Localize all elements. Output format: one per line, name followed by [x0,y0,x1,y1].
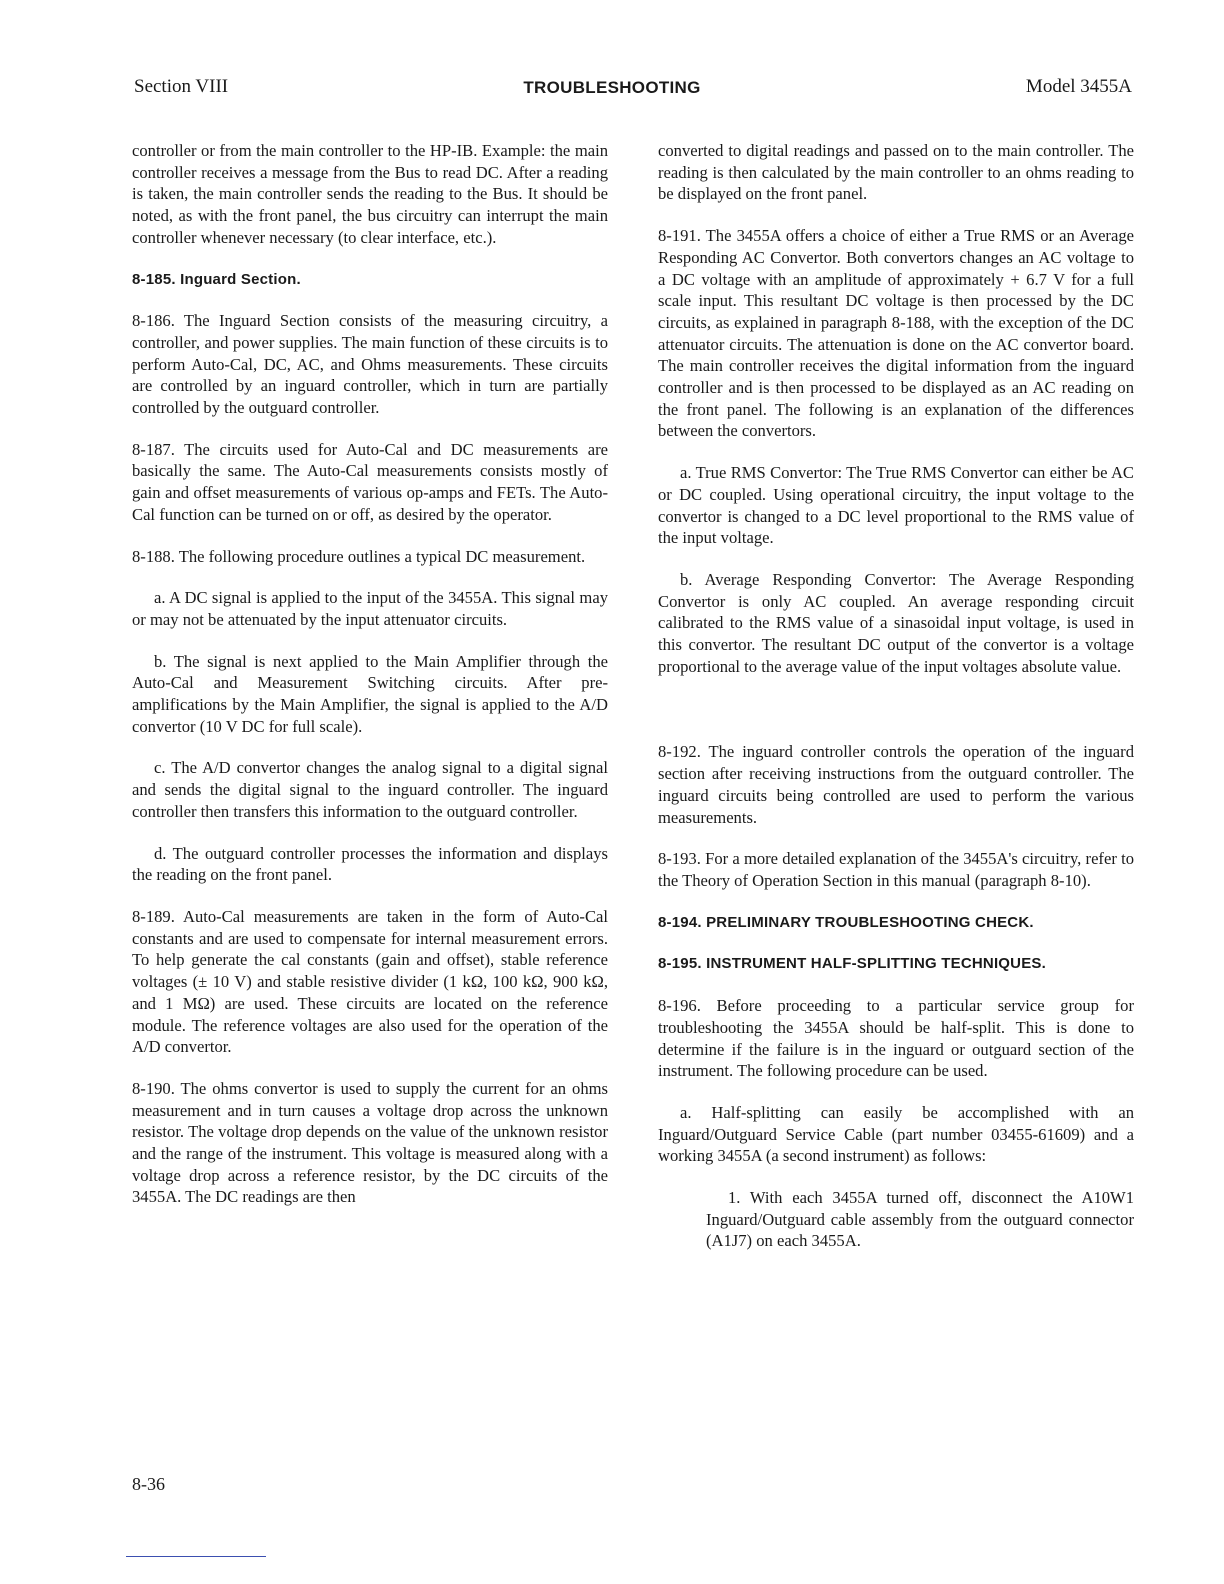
footer-rule [126,1556,266,1557]
section-label: Section VIII [134,76,229,97]
right-column [658,140,1134,1272]
paragraph-8-190: 8-190. The ohms convertor is used to supply the current for an ohms measurement and in turn causes a voltage drop across the unknown resistor. The voltage drop depends on the value of the unknown resistor and the range of the instrument. This voltage is measured along with a voltage drop across a reference resistor, by the DC circuits of the 3455A. The DC readings are then [132,1078,608,1207]
paragraph-8-189: 8-189. Auto-Cal measurements are taken in the form of Auto-Cal constants and are used to compensate for internal measurement errors. To help generate the cal constants (gain and offset), stable reference voltages (± 10 V) and stable resistive divider (1 kΩ, 100 kΩ, 900 kΩ, and 1 MΩ) are used. These circuits are located on the reference module. The reference voltages are also used for the operation of the A/D convertor. [132,906,608,1057]
paragraph-8-186: 8-186. The Inguard Section consists of the measuring circuitry, a controller, and power supplies. The main function of these circuits is to perform Auto-Cal, DC, AC, and Ohms measurements. These circuits are controlled by an inguard controller, which in turn are partially controlled by the outguard controller. [132,311,608,418]
paragraph-8-188: 8-188. The following procedure outlines a typical DC measurement. [132,546,586,566]
paragraph-8-191-a: a. True RMS Convertor: The True RMS Convertor can either be AC or DC coupled. Using operational circuitry, the input voltage to the convertor is changed to a DC level proportional to the RMS value of the input voltage. [658,463,1134,548]
paragraph-8-188-a: a. A DC signal is applied to the input of the 3455A. This signal may or may not be attenuated by the input attenuator circuits. [132,588,608,629]
paragraph-8-191: 8-191. The 3455A offers a choice of either a True RMS or an Average Responding AC Convertor. Both convertors changes an AC voltage to a DC voltage with an amplitude of approximately + 6.7 V for a full scale input. This resultant DC voltage is then processed by the DC circuits, as explained in paragraph 8-188, with the exception of the DC attenuator circuits. The attenuation is done on the AC convertor board. The main controller receives the digital information from the inguard controller and is then processed to be displayed as an AC reading on the front panel. The following is an explanation of the differences between the convertors. [658,226,1134,441]
paragraph-8-196: 8-196. Before proceeding to a particular service group for troubleshooting the 3455A should be half-split. This is done to determine if the failure is in the inguard or outguard section of the instrument. The following procedure can be used. [658,996,1134,1081]
heading-8-195: 8-195. INSTRUMENT HALF-SPLITTING TECHNIQUES. [658,955,1046,973]
paragraph-8-188-c: c. The A/D convertor changes the analog signal to a digital signal and sends the digital signal to the inguard controller. The inguard controller then transfers this information to the outguard controller. [132,758,608,821]
heading-8-194: 8-194. PRELIMINARY TROUBLESHOOTING CHECK. [658,913,1034,931]
paragraph-8-196-a-1: 1. With each 3455A turned off, disconnect the A10W1 Inguard/Outguard cable assembly from the outguard connector (A1J7) on each 3455A. [706,1188,1134,1251]
paragraph-8-196-a: a. Half-splitting can easily be accomplished with an Inguard/Outguard Service Cable (part number 03455-61609) and a working 3455A (a second instrument) as follows: [658,1102,1134,1166]
paragraph-8-193: 8-193. For a more detailed explanation of the 3455A's circuitry, refer to the Theory of Operation Section in this manual (paragraph 8-10). [658,849,1134,890]
paragraph-8-191-b: b. Average Responding Convertor: The Average Responding Convertor is only AC coupled. An average responding circuit calibrated to the RMS value of a sinasoidal input voltage, is used in this convertor. The resultant DC output of the convertor is a voltage proportional to the average value of the input voltages absolute value. [658,569,1134,676]
page-title: TROUBLESHOOTING [523,78,701,97]
model-label: Model 3455A [1025,76,1132,97]
paragraph-8-192: 8-192. The inguard controller controls the operation of the inguard section after receiving instructions from the outguard controller. The inguard circuits being controlled are used to perform the various measurements. [658,742,1134,827]
paragraph-8-187: 8-187. The circuits used for Auto-Cal and DC measurements are basically the same. The Auto-Cal measurements consists mostly of gain and offset measurements of various op-amps and FETs. The Auto-Cal function can be turned on or off, as desired by the operator. [132,439,608,524]
heading-8-185: 8-185. Inguard Section. [132,270,301,288]
left-column [132,140,608,1228]
paragraph-8-188-b: b. The signal is next applied to the Main Amplifier through the Auto-Cal and Measurement Switching circuits. After pre-amplifications by the Main Amplifier, the signal is applied to the A/D convertor (10 V DC for full scale). [132,651,608,736]
paragraph-continued: converted to digital readings and passed on to the main controller. The reading is then calculated by the main controller to an ohms reading to be displayed on the front panel. [658,141,1134,204]
page-number: 8-36 [132,1474,165,1494]
paragraph-continued: controller or from the main controller to the HP-IB. Example: the main controller receives a message from the Bus to read DC. After a reading is taken, the main controller sends the reading to the Bus. It should be noted, as with the front panel, the bus circuitry can interrupt the main controller whenever necessary (to clear interface, etc.). [132,141,608,247]
paragraph-8-188-d: d. The outguard controller processes the information and displays the reading on the front panel. [132,843,608,885]
